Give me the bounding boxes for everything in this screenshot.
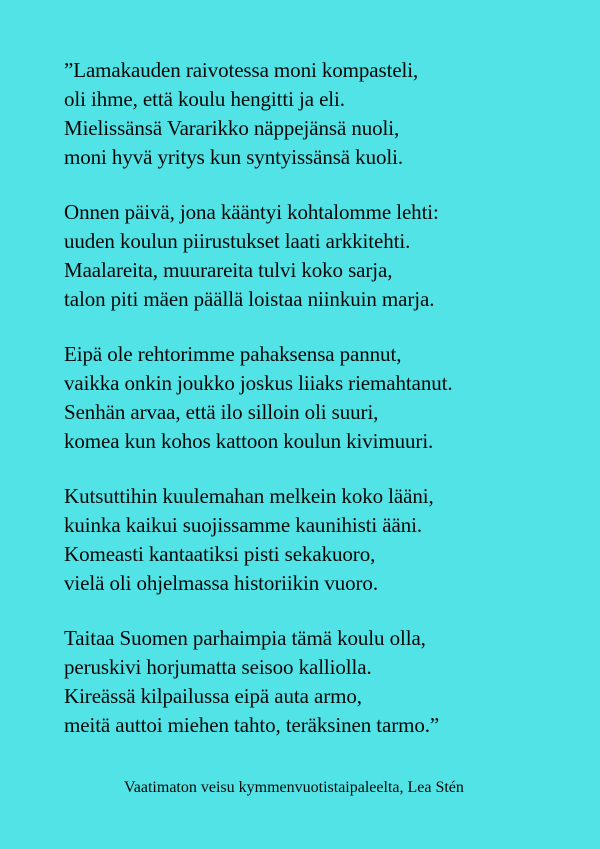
poem-line: kuinka kaikui suojissamme kaunihisti ääni. <box>64 513 422 537</box>
poem-line: peruskivi horjumatta seisoo kalliolla. <box>64 655 372 679</box>
poem-line: vaikka onkin joukko joskus liiaks riemahtanut. <box>64 371 453 395</box>
stanza-1 <box>64 56 584 172</box>
stanza-4 <box>64 482 584 598</box>
poem-line: komea kun kohos kattoon koulun kivimuuri. <box>64 429 434 453</box>
poem-line: moni hyvä yritys kun syntyissänsä kuoli. <box>64 145 403 169</box>
poem-line: Mielissänsä Vararikko näppejänsä nuoli, <box>64 116 400 140</box>
poem-line: talon piti mäen päällä loistaa niinkuin marja. <box>64 287 435 311</box>
poem-line: Onnen päivä, jona kääntyi kohtalomme lehti: <box>64 200 439 224</box>
poem-line: Eipä ole rehtorimme pahaksensa pannut, <box>64 342 402 366</box>
attribution: Vaatimaton veisu kymmenvuotistaipaleelta, Lea Stén <box>124 779 464 796</box>
poem-line: oli ihme, että koulu hengitti ja eli. <box>64 87 345 111</box>
poem-line: uuden koulun piirustukset laati arkkitehti. <box>64 229 411 253</box>
poem-line: ”Lamakauden raivotessa moni kompasteli, <box>64 58 419 82</box>
poem-line: Senhän arvaa, että ilo silloin oli suuri, <box>64 400 379 424</box>
poem-line: Kutsuttihin kuulemahan melkein koko lääni, <box>64 484 434 508</box>
poem-line: Maalareita, muurareita tulvi koko sarja, <box>64 258 393 282</box>
stanza-2 <box>64 198 584 314</box>
poem-line: meitä auttoi miehen tahto, teräksinen tarmo.” <box>64 713 440 737</box>
poem-line: Kireässä kilpailussa eipä auta armo, <box>64 684 362 708</box>
poem-line: Komeasti kantaatiksi pisti sekakuoro, <box>64 542 376 566</box>
stanza-3 <box>64 340 584 456</box>
poem-line: Taitaa Suomen parhaimpia tämä koulu olla, <box>64 626 426 650</box>
poem <box>64 56 584 766</box>
stanza-5 <box>64 624 584 740</box>
poem-line: vielä oli ohjelmassa historiikin vuoro. <box>64 571 378 595</box>
